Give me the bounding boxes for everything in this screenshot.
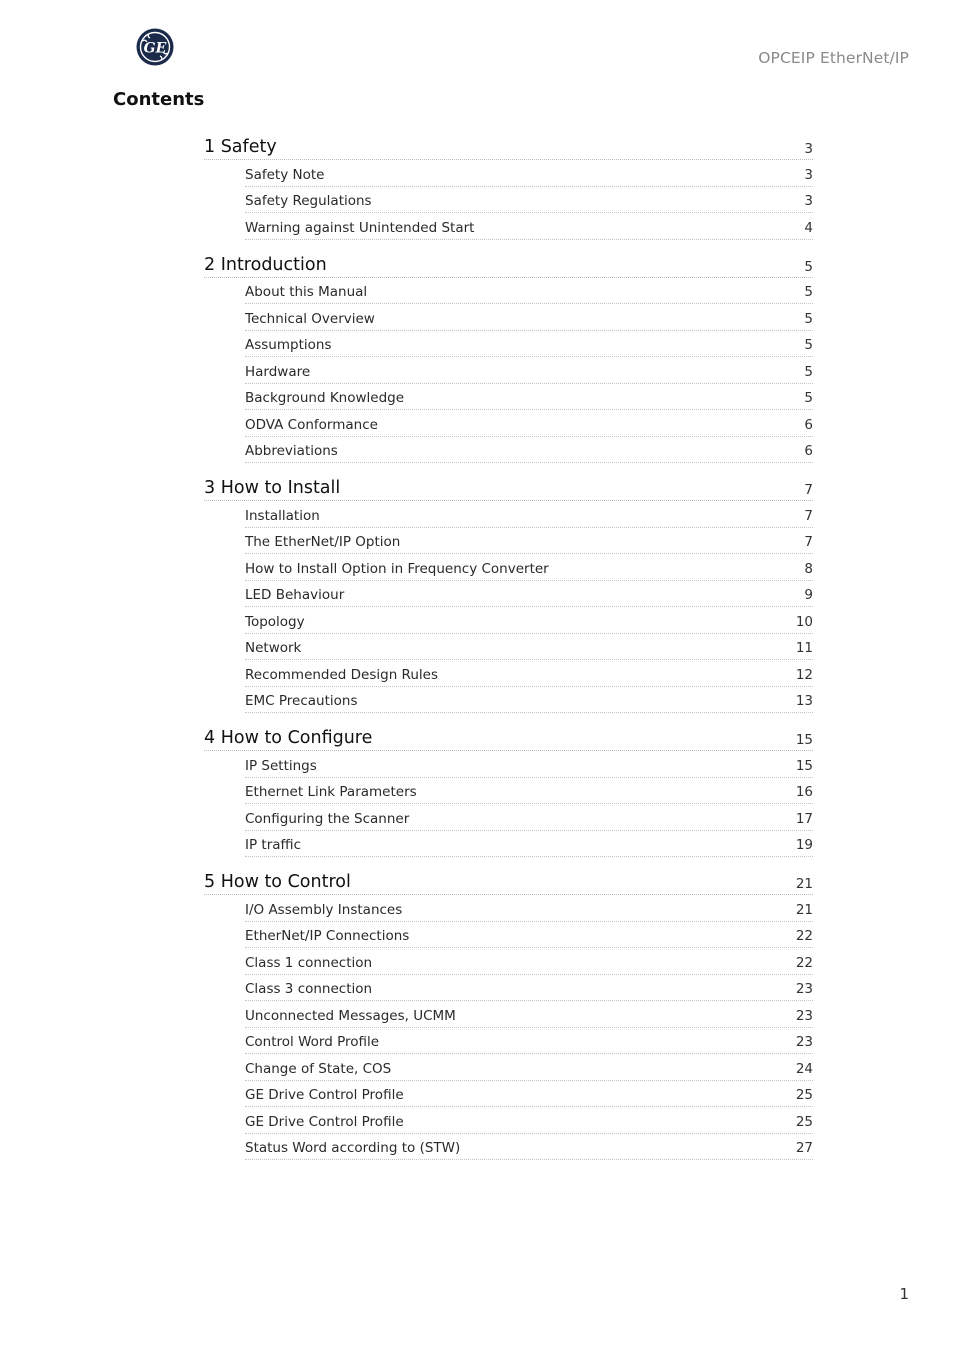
toc-section-page: 6	[804, 443, 813, 459]
toc-chapter-row[interactable]	[204, 868, 813, 895]
toc-section-title: Installation	[245, 507, 320, 524]
toc-section-title: Background Knowledge	[245, 390, 405, 406]
toc-section-page: 15	[795, 757, 813, 774]
toc-chapter-page: 3	[804, 141, 813, 157]
toc-section-title: I/O Assembly Instances	[245, 901, 403, 918]
toc-section-page: 5	[804, 337, 813, 353]
toc-section-row[interactable]	[245, 831, 813, 858]
toc-section-page: 23	[795, 981, 813, 997]
toc-section-row[interactable]	[245, 687, 813, 714]
toc-section-page: 11	[795, 640, 813, 656]
toc-chapter	[204, 251, 813, 464]
toc-section-row[interactable]	[245, 751, 813, 778]
toc-chapter	[204, 133, 813, 240]
toc-section-row[interactable]	[245, 1028, 813, 1055]
toc-section-row[interactable]	[245, 975, 813, 1002]
toc-section-row[interactable]	[245, 304, 813, 331]
logo-text: GE	[143, 40, 167, 57]
toc-section-title: GE Drive Control Profile	[245, 1087, 404, 1103]
toc-chapter-row[interactable]	[204, 133, 813, 160]
toc-chapter-page: 7	[804, 482, 813, 498]
toc-chapter-page: 5	[804, 258, 813, 275]
toc-section-row[interactable]	[245, 778, 813, 805]
toc-section-title: EMC Precautions	[245, 693, 358, 709]
toc-section-title: Technical Overview	[245, 310, 375, 327]
toc-section-row[interactable]	[245, 1054, 813, 1081]
toc-section-row[interactable]	[245, 1001, 813, 1028]
toc-chapter	[204, 724, 813, 857]
table-of-contents	[204, 133, 813, 1171]
toc-section-row[interactable]	[245, 160, 813, 187]
toc-section-row[interactable]	[245, 187, 813, 214]
toc-section-page: 24	[795, 1060, 813, 1077]
toc-section-row[interactable]	[245, 384, 813, 411]
toc-chapter-title: 1 Safety	[204, 137, 277, 157]
toc-section-page: 16	[795, 784, 813, 800]
toc-section-row[interactable]	[245, 357, 813, 384]
toc-section-page: 25	[795, 1087, 813, 1103]
toc-section-title: IP traffic	[245, 837, 302, 853]
toc-section-page: 22	[795, 954, 813, 971]
toc-section-row[interactable]	[245, 278, 813, 305]
toc-section-title: Network	[245, 640, 302, 656]
toc-section-page: 19	[795, 837, 813, 853]
toc-section-page: 5	[804, 390, 813, 406]
toc-section-title: Safety Note	[245, 166, 325, 183]
toc-section-row[interactable]	[245, 1107, 813, 1134]
toc-section-row[interactable]	[245, 607, 813, 634]
toc-section-title: Control Word Profile	[245, 1034, 380, 1050]
toc-section-title: Configuring the Scanner	[245, 810, 410, 827]
toc-section-title: Safety Regulations	[245, 193, 372, 209]
toc-section-page: 21	[795, 901, 813, 918]
toc-section-page: 27	[795, 1140, 813, 1156]
toc-section-title: IP Settings	[245, 757, 317, 774]
page-number: 1	[899, 1285, 909, 1303]
toc-section-row[interactable]	[245, 528, 813, 555]
toc-section-page: 7	[804, 534, 813, 550]
toc-chapter-title: 4 How to Configure	[204, 728, 373, 748]
contents-heading: Contents	[113, 89, 205, 110]
toc-section-page: 23	[795, 1007, 813, 1024]
toc-section-row[interactable]	[245, 581, 813, 608]
toc-section-page: 13	[795, 693, 813, 709]
toc-section-page: 10	[795, 613, 813, 630]
toc-section-title: Class 3 connection	[245, 981, 373, 997]
toc-section-row[interactable]	[245, 1134, 813, 1161]
toc-section-title: Hardware	[245, 363, 311, 380]
toc-section-row[interactable]	[245, 804, 813, 831]
toc-section-title: Ethernet Link Parameters	[245, 784, 417, 800]
toc-section-title: How to Install Option in Frequency Converter	[245, 560, 549, 577]
toc-section-title: Class 1 connection	[245, 954, 373, 971]
toc-section-title: Abbreviations	[245, 443, 338, 459]
toc-section-row[interactable]	[245, 554, 813, 581]
toc-section-title: EtherNet/IP Connections	[245, 928, 410, 944]
toc-section-page: 17	[795, 810, 813, 827]
toc-section-page: 23	[795, 1034, 813, 1050]
toc-section-row[interactable]	[245, 410, 813, 437]
toc-chapter-page: 15	[795, 732, 813, 748]
toc-section-row[interactable]	[245, 331, 813, 358]
toc-section-title: Recommended Design Rules	[245, 666, 438, 683]
toc-section-row[interactable]	[245, 634, 813, 661]
toc-section-row[interactable]	[245, 948, 813, 975]
toc-section-row[interactable]	[245, 1081, 813, 1108]
document-title: OPCEIP EtherNet/IP	[758, 49, 909, 67]
toc-section-row[interactable]	[245, 895, 813, 922]
toc-section-title: LED Behaviour	[245, 587, 345, 603]
toc-section-title: Topology	[245, 613, 305, 630]
toc-section-row[interactable]	[245, 213, 813, 240]
toc-section-title: The EtherNet/IP Option	[245, 534, 401, 550]
toc-chapter-row[interactable]	[204, 474, 813, 501]
toc-section-row[interactable]	[245, 437, 813, 464]
toc-section-title: About this Manual	[245, 284, 368, 300]
toc-section-title: GE Drive Control Profile	[245, 1113, 404, 1130]
toc-section-page: 9	[804, 587, 813, 603]
toc-section-page: 12	[795, 666, 813, 683]
toc-chapter-title: 5 How to Control	[204, 872, 351, 892]
toc-section-page: 3	[804, 193, 813, 209]
toc-section-page: 4	[804, 219, 813, 236]
toc-chapter	[204, 474, 813, 713]
toc-section-title: Unconnected Messages, UCMM	[245, 1007, 456, 1024]
toc-section-title: Warning against Unintended Start	[245, 219, 475, 236]
toc-section-row[interactable]	[245, 922, 813, 949]
toc-section-page: 22	[795, 928, 813, 944]
toc-chapter-row[interactable]	[204, 724, 813, 751]
toc-section-title: Status Word according to (STW)	[245, 1140, 461, 1156]
toc-section-page: 5	[804, 363, 813, 380]
toc-chapter-title: 3 How to Install	[204, 478, 341, 498]
ge-logo	[136, 28, 174, 66]
toc-section-page: 5	[804, 310, 813, 327]
toc-section-row[interactable]	[245, 660, 813, 687]
toc-section-page: 7	[804, 507, 813, 524]
toc-section-page: 6	[804, 416, 813, 433]
toc-chapter-row[interactable]	[204, 251, 813, 278]
toc-section-page: 8	[804, 560, 813, 577]
toc-chapter-page: 21	[795, 876, 813, 892]
toc-section-title: Change of State, COS	[245, 1060, 392, 1077]
toc-section-page: 5	[804, 284, 813, 300]
toc-section-page: 25	[795, 1113, 813, 1130]
toc-section-title: ODVA Conformance	[245, 416, 378, 433]
toc-chapter	[204, 868, 813, 1160]
toc-chapter-title: 2 Introduction	[204, 254, 327, 275]
toc-section-page: 3	[804, 166, 813, 183]
toc-section-row[interactable]	[245, 501, 813, 528]
toc-section-title: Assumptions	[245, 337, 332, 353]
